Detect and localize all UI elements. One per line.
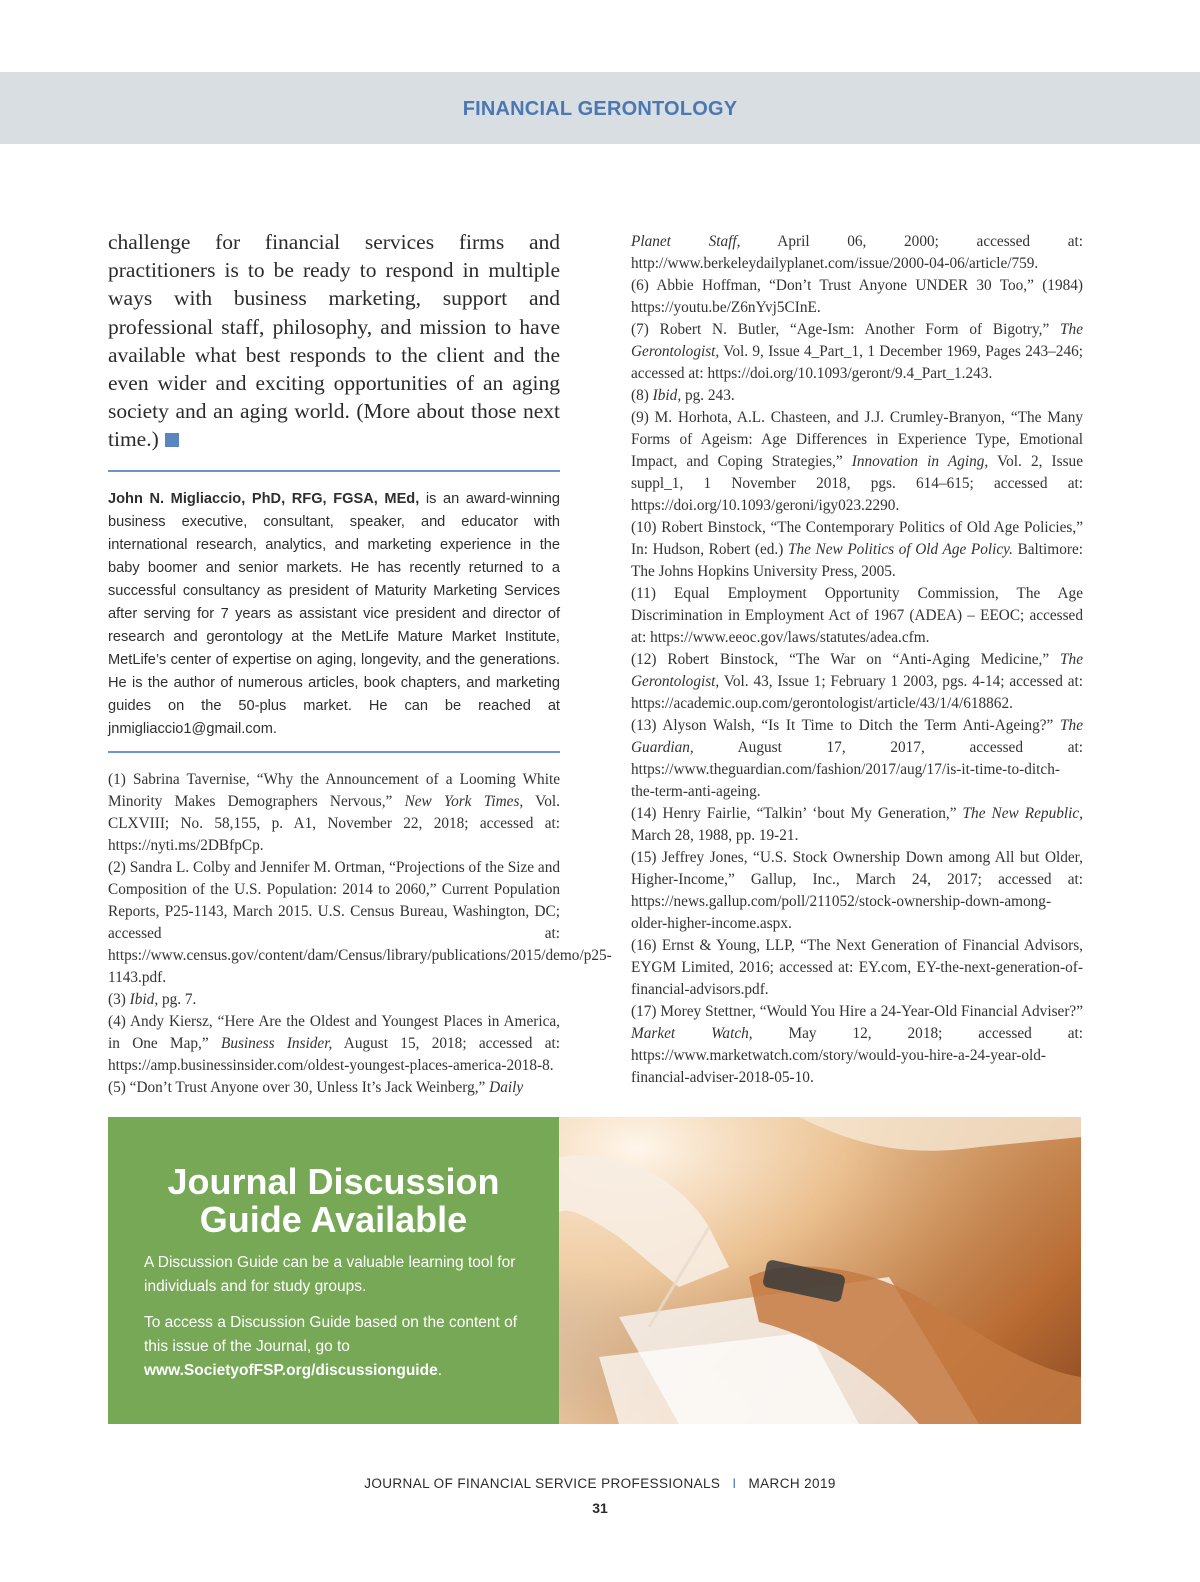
promo-photo bbox=[559, 1117, 1081, 1424]
reference-11: (11) Equal Employment Opportunity Commission, The Age Discrimination in Employment Act of 1967 (ADEA) – EEOC; accessed at: https://www.eeoc.gov/laws/statutes/adea.cfm. bbox=[631, 585, 1083, 646]
discussion-guide-link[interactable]: www.SocietyofFSP.org/discussionguide bbox=[144, 1362, 438, 1379]
bio-top-rule bbox=[108, 470, 560, 472]
reference-8: (8) Ibid, pg. 243. bbox=[631, 387, 735, 404]
promo-access-instructions: To access a Discussion Guide based on the content of this issue of the Journal, go to www.SocietyofFSP.org/discussionguide. bbox=[144, 1314, 518, 1379]
hands-with-phone-illustration bbox=[559, 1117, 1081, 1424]
footer-issue-date: MARCH 2019 bbox=[748, 1476, 836, 1491]
reference-15: (15) Jeffrey Jones, “U.S. Stock Ownership Down among All but Older, Higher-Income,” Gallup, Inc., March 24, 2017; accessed at: https://news.gallup.com/poll/211052/stock-ownership-down-among-older-higher-income.aspx. bbox=[631, 849, 1083, 932]
reference-5-continued: Planet Staff, April 06, 2000; accessed at: http://www.berkeleydailyplanet.com/issue/2000-04-06/article/759. bbox=[631, 233, 1083, 272]
reference-5: (5) “Don’t Trust Anyone over 30, Unless It’s Jack Weinberg,” Daily bbox=[108, 1078, 524, 1096]
promo-title-line-1: Journal Discussion bbox=[167, 1161, 500, 1202]
reference-14: (14) Henry Fairlie, “Talkin’ ‘bout My Generation,” The New Republic, March 28, 1988, pp. 19-21. bbox=[631, 805, 1083, 844]
reference-12: (12) Robert Binstock, “The War on “Anti-Aging Medicine,” The Gerontologist, Vol. 43, Issue 1; February 1 2003, pgs. 4-14; accessed at: https://academic.oup.com/gerontologist/article/43/1/4/618862. bbox=[631, 651, 1083, 712]
references-right bbox=[631, 231, 1083, 1089]
page-number: 31 bbox=[592, 1500, 608, 1516]
references-left bbox=[108, 769, 612, 1099]
reference-1: (1) Sabrina Tavernise, “Why the Announcement of a Looming White Minority Makes Demographers Nervous,” New York Times, Vol. CLXVIII; No. 58,155, p. A1, November 22, 2018; accessed at: https://nyti.ms/2DBfpCp. bbox=[108, 770, 560, 854]
reference-17: (17) Morey Stettner, “Would You Hire a 24-Year-Old Financial Adviser?” Market Watch, May 12, 2018; accessed at: https://www.marketwatch.com/story/would-you-hire-a-24-year-old-financial-adviser-2018-05-10. bbox=[631, 1003, 1083, 1086]
author-bio-text: is an award-winning business executive, consultant, speaker, and educator with international research, analytics, and marketing experience in the baby boomer and senior markets. He has recently returned to a successful consultancy as president of Maturity Marketing Services after serving for 7 years as assistant vice president and director of research and gerontology at the MetLife Mature Market Institute, MetLife’s center of expertise on aging, longevity, and the generations. He is the author of numerous articles, book chapters, and marketing guides on the 50-plus market. He can be reached at jnmigliaccio1@gmail.com. bbox=[108, 490, 560, 737]
footer-separator: I bbox=[732, 1476, 737, 1491]
discussion-guide-promo bbox=[108, 1117, 1081, 1424]
reference-2: (2) Sandra L. Colby and Jennifer M. Ortman, “Projections of the Size and Composition of the U.S. Population: 2014 to 2060,” Current Population Reports, P25-1143, March 2015. U.S. Census Bureau, Washington, DC; accessed at: https://www.census.gov/content/dam/Census/library/publications/2015/demo/p25-1143.pdf. bbox=[108, 858, 612, 986]
reference-9: (9) M. Horhota, A.L. Chasteen, and J.J. Crumley-Branyon, “The Many Forms of Ageism: Age Differences in Experience Type, Emotional Impact, and Coping Strategies,” Innovation in Aging, Vol. 2, Issue suppl_1, 1 November 2018, pgs. 614–615; accessed at: https://doi.org/10.1093/geroni/igy023.2290. bbox=[631, 409, 1083, 514]
promo-title bbox=[108, 1163, 559, 1239]
reference-10: (10) Robert Binstock, “The Contemporary Politics of Old Age Policies,” In: Hudson, Robert (ed.) The New Politics of Old Age Policy. Baltimore: The Johns Hopkins University Press, 2005. bbox=[631, 519, 1083, 580]
footer-journal-line bbox=[0, 1476, 1200, 1491]
square-end-mark-icon bbox=[165, 433, 179, 447]
promo-description: A Discussion Guide can be a valuable learning tool for individuals and for study groups. bbox=[144, 1254, 516, 1295]
author-name: John N. Migliaccio, PhD, RFG, FGSA, MEd, bbox=[108, 490, 420, 507]
reference-7: (7) Robert N. Butler, “Age-Ism: Another Form of Bigotry,” The Gerontologist, Vol. 9, Issue 4_Part_1, 1 December 1969, Pages 243–246; accessed at: https://doi.org/10.1093/geront/9.4_Part_1.243. bbox=[631, 321, 1083, 382]
section-title: FINANCIAL GERONTOLOGY bbox=[462, 98, 738, 120]
reference-3: (3) Ibid, pg. 7. bbox=[108, 990, 197, 1008]
author-bio bbox=[108, 488, 560, 741]
left-column bbox=[108, 228, 612, 1099]
promo-panel bbox=[108, 1117, 559, 1424]
reference-4: (4) Andy Kiersz, “Here Are the Oldest and Youngest Places in America, in One Map,” Business Insider, August 15, 2018; accessed at: https://amp.businessinsider.com/oldest-youngest-places-america-2018-8. bbox=[108, 1012, 560, 1074]
footer-journal-name: JOURNAL OF FINANCIAL SERVICE PROFESSIONALS bbox=[364, 1476, 721, 1491]
reference-16: (16) Ernst & Young, LLP, “The Next Generation of Financial Advisors, EYGM Limited, 2016; accessed at: EY.com, EY-the-next-generation-of-financial-advisors.pdf. bbox=[631, 937, 1083, 998]
bio-bottom-rule bbox=[108, 751, 560, 753]
reference-13: (13) Alyson Walsh, “Is It Time to Ditch the Term Anti-Ageing?” The Guardian, August 17, 2017, accessed at: https://www.theguardian.com/fashion/2017/aug/17/is-it-time-to-ditch-the-term-anti-ageing. bbox=[631, 717, 1083, 800]
reference-6: (6) Abbie Hoffman, “Don’t Trust Anyone UNDER 30 Too,” (1984) https://youtu.be/Z6nYvj5CInE. bbox=[631, 277, 1083, 316]
lead-paragraph: challenge for financial services firms and practitioners is to be ready to respond in multiple ways with business marketing, support and professional staff, philosophy, and mission to have available what best responds to the client and the even wider and exciting opportunities of an aging society and an aging world. (More about those next time.) bbox=[108, 230, 560, 452]
promo-title-line-2: Guide Available bbox=[199, 1199, 468, 1240]
article-body bbox=[108, 228, 560, 454]
